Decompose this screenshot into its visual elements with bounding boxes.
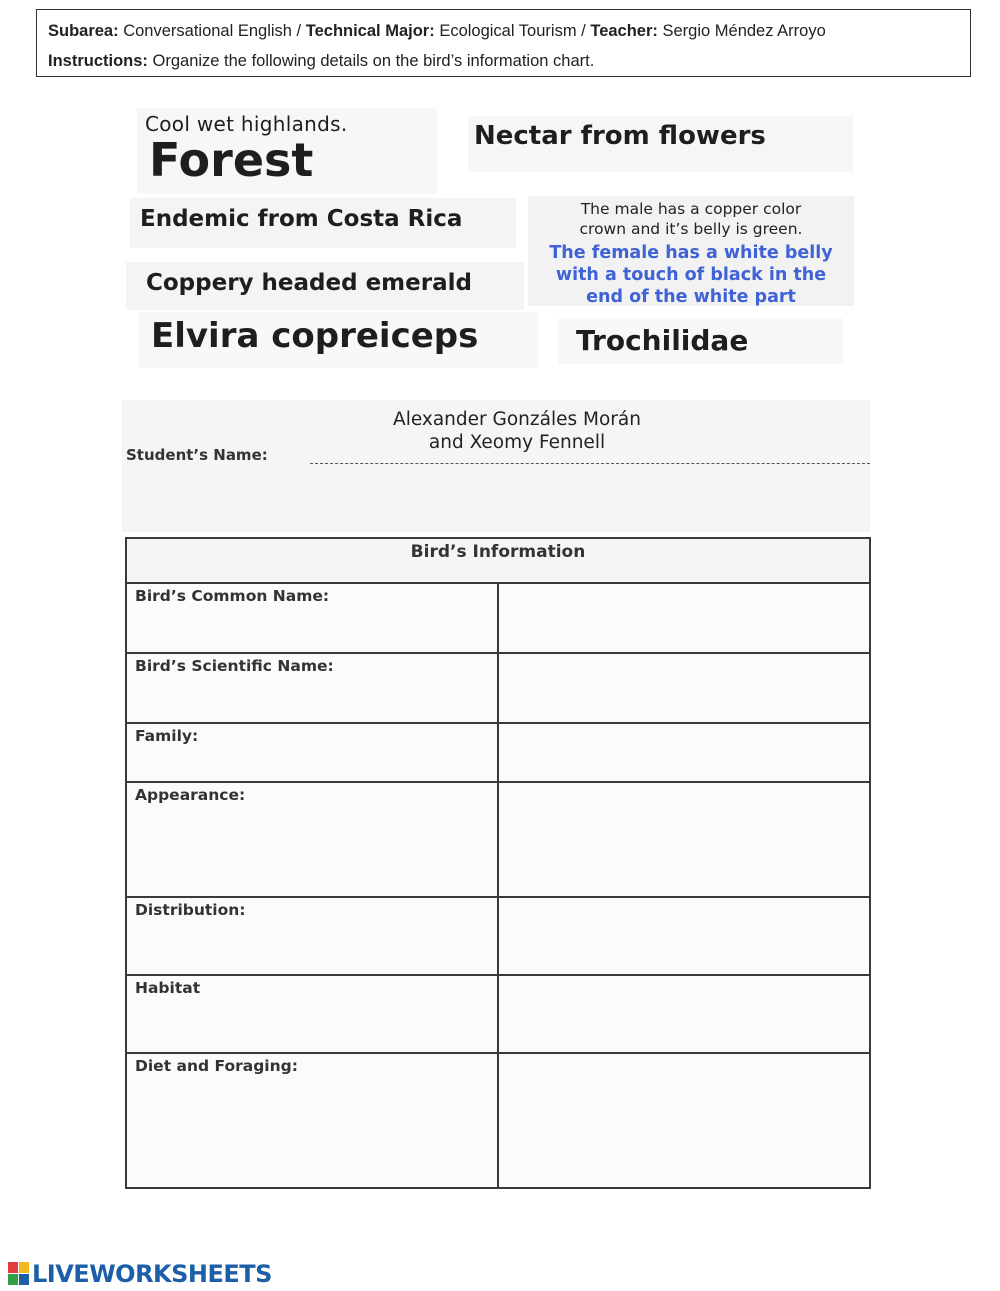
instructions-value: Organize the following details on the bird’s information chart. (152, 52, 595, 70)
student-name-label: Student’s Name: (126, 446, 268, 464)
bird-info-table (125, 537, 871, 1189)
chip-male-line-2: crown and it’s belly is green. (579, 220, 803, 238)
chip-female-line-1: The female has a white belly (549, 243, 833, 263)
drop-zone-appearance[interactable] (498, 782, 870, 897)
row-label-habitat: Habitat (126, 975, 498, 1053)
student-name-underline (310, 463, 870, 464)
instructions-label: Instructions: (48, 52, 148, 70)
major-value: Ecological Tourism (439, 22, 577, 40)
row-label-family: Family: (126, 723, 498, 782)
chip-female-line-2: with a touch of black in the (555, 265, 827, 285)
drop-zone-diet[interactable] (498, 1053, 870, 1188)
logo-blocks-icon (8, 1262, 30, 1286)
row-label-scientific-name: Bird’s Scientific Name: (126, 653, 498, 723)
teacher-value: Sergio Méndez Arroyo (662, 22, 826, 40)
chip-family[interactable] (558, 318, 843, 364)
header-line-2 (48, 46, 959, 76)
logo-text: LIVEWORKSHEETS (32, 1260, 272, 1288)
table-row (126, 583, 870, 653)
chip-diet[interactable] (468, 116, 853, 172)
chip-male-text (528, 199, 854, 239)
chip-cool-text: Cool wet highlands. (145, 112, 348, 136)
table-title: Bird’s Information (126, 538, 870, 583)
row-label-diet: Diet and Foraging: (126, 1053, 498, 1188)
subarea-label: Subarea: (48, 22, 119, 40)
table-row (126, 1053, 870, 1188)
table-row (126, 653, 870, 723)
chip-elvira-text: Elvira copreiceps (151, 316, 479, 356)
subarea-value: Conversational English (123, 22, 292, 40)
row-label-distribution: Distribution: (126, 897, 498, 975)
chip-nectar-text: Nectar from flowers (474, 121, 766, 151)
chip-male-line-1: The male has a copper color (580, 200, 802, 218)
chip-forest-text: Forest (149, 133, 314, 187)
chip-female-text (528, 242, 854, 308)
chip-female-line-3: end of the white part (586, 287, 796, 307)
major-label: Technical Major: (305, 22, 435, 40)
chip-coppery-text: Coppery headed emerald (146, 270, 472, 296)
header-line-1: Subarea: Conversational English / Technical Major: Ecological Tourism / Teacher: Sergio Méndez Arroyo (48, 22, 826, 40)
chip-common-name[interactable] (126, 262, 524, 310)
table-row (126, 975, 870, 1053)
student-name-line-2: and Xeomy Fennell (428, 432, 606, 453)
liveworksheets-logo[interactable] (8, 1260, 272, 1288)
teacher-label: Teacher: (590, 22, 658, 40)
table-row (126, 897, 870, 975)
row-label-appearance: Appearance: (126, 782, 498, 897)
table-header-row (126, 538, 870, 583)
worksheet-header (36, 9, 971, 77)
chip-scientific-name[interactable] (138, 312, 538, 368)
row-label-common-name: Bird’s Common Name: (126, 583, 498, 653)
student-name-value (302, 408, 732, 454)
table-row (126, 723, 870, 782)
drop-zone-family[interactable] (498, 723, 870, 782)
chip-appearance[interactable] (528, 196, 854, 306)
chip-distribution[interactable] (130, 198, 516, 248)
drop-zone-habitat[interactable] (498, 975, 870, 1053)
student-name-line-1: Alexander Gonzáles Morán (393, 409, 641, 430)
drop-zone-distribution[interactable] (498, 897, 870, 975)
chip-endemic-text: Endemic from Costa Rica (140, 206, 463, 232)
drop-zone-common-name[interactable] (498, 583, 870, 653)
drop-zone-scientific-name[interactable] (498, 653, 870, 723)
student-name-section (122, 400, 870, 532)
table-row (126, 782, 870, 897)
chip-trochilidae-text: Trochilidae (576, 324, 749, 357)
chip-habitat[interactable] (137, 108, 437, 194)
